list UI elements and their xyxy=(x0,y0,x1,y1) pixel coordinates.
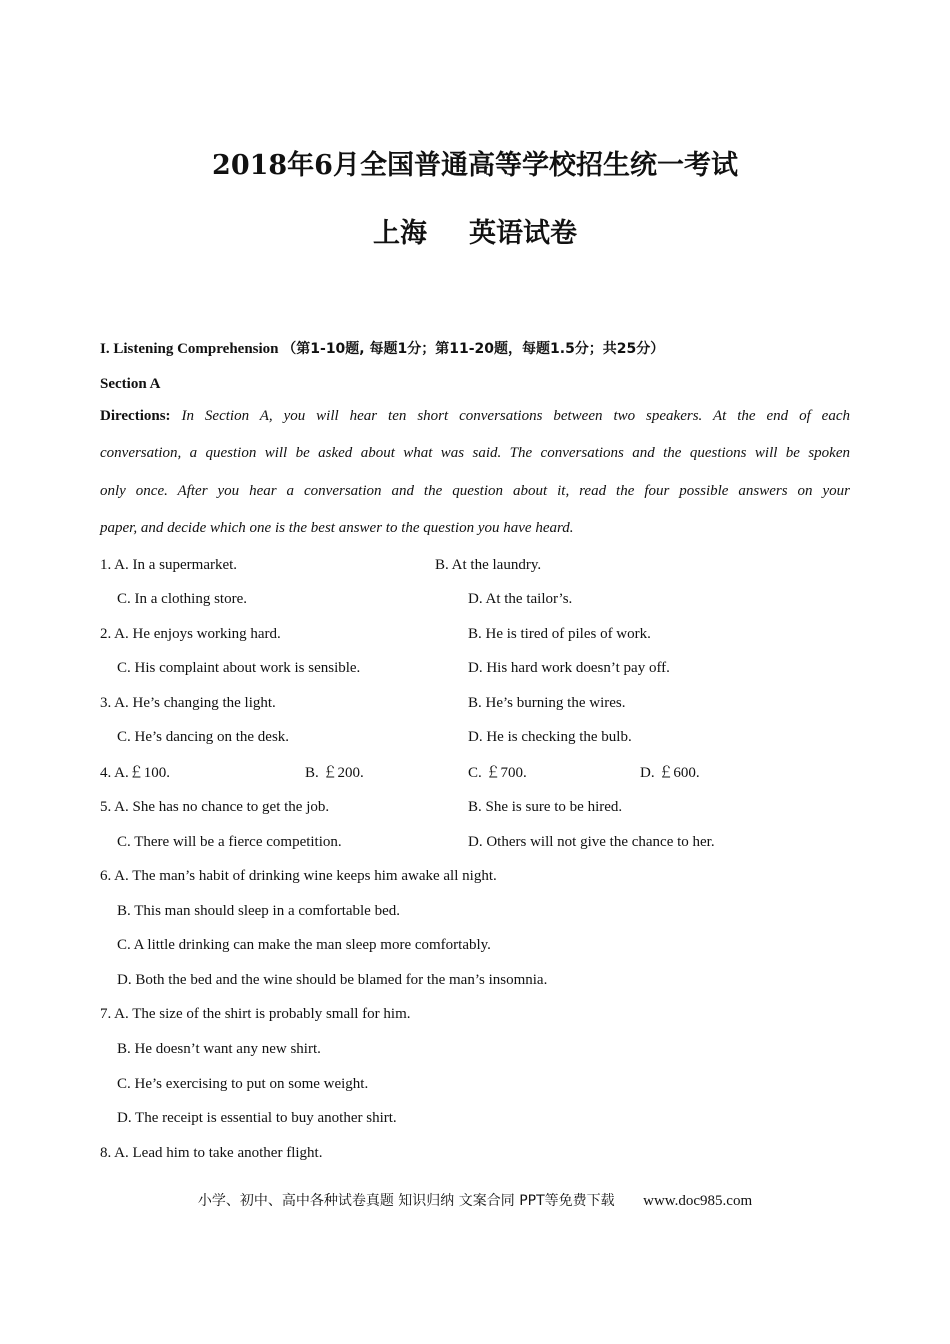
q7-option-c: C. He’s exercising to put on some weight. xyxy=(117,1076,369,1092)
part1-heading: I. Listening Comprehension xyxy=(100,341,279,357)
q3-option-d: D. He is checking the bulb. xyxy=(468,729,632,745)
q4-option-c: C. ￡700. xyxy=(468,765,527,781)
q4-option-d: D. ￡600. xyxy=(640,765,700,781)
q8-option-a: 8. A. Lead him to take another flight. xyxy=(100,1145,323,1161)
exam-subtitle xyxy=(0,211,950,250)
q5-option-c: C. There will be a fierce competition. xyxy=(117,834,342,850)
q3-option-b: B. He’s burning the wires. xyxy=(468,695,626,711)
q5-option-d: D. Others will not give the chance to her. xyxy=(468,834,715,850)
q3-option-a: 3. A. He’s changing the light. xyxy=(100,695,276,711)
q2-option-c: C. His complaint about work is sensible. xyxy=(117,660,361,676)
directions-line-4 xyxy=(100,520,850,537)
q1-option-a: 1. A. In a supermarket. xyxy=(100,557,238,573)
q5-option-b: B. She is sure to be hired. xyxy=(468,799,623,815)
subtitle-paper: 英语试卷 xyxy=(469,218,577,249)
footer-url: www.doc985.com xyxy=(643,1193,753,1209)
q7-option-b: B. He doesn’t want any new shirt. xyxy=(117,1041,321,1057)
q1-option-d: D. At the tailor’s. xyxy=(468,591,573,607)
q1-option-b: B. At the laundry. xyxy=(435,557,542,573)
q1-option-c: C. In a clothing store. xyxy=(117,591,247,607)
section-a-label: Section A xyxy=(100,376,161,392)
q6-option-b: B. This man should sleep in a comfortable bed. xyxy=(117,903,401,919)
directions-line-3 xyxy=(100,483,850,500)
directions-text-4: paper, and decide which one is the best answer to the question you have heard. xyxy=(100,520,574,536)
q4-option-b: B. ￡200. xyxy=(305,765,364,781)
q2-option-b: B. He is tired of piles of work. xyxy=(468,626,651,642)
directions-line-1 xyxy=(100,408,850,425)
q6-option-c: C. A little drinking can make the man sleep more comfortably. xyxy=(117,937,491,953)
directions-label: Directions: xyxy=(100,408,171,424)
q6-option-d: D. Both the bed and the wine should be blamed for the man’s insomnia. xyxy=(117,972,548,988)
q2-option-d: D. His hard work doesn’t pay off. xyxy=(468,660,670,676)
directions-text-1: In Section A, you will hear ten short conversations between two speakers. At the end of each xyxy=(181,408,850,424)
footer-text: 小学、初中、高中各种试卷真题 知识归纳 文案合同 PPT等免费下载 xyxy=(197,1193,615,1209)
q6-option-a: 6. A. The man’s habit of drinking wine keeps him awake all night. xyxy=(100,868,497,884)
q2-option-a: 2. A. He enjoys working hard. xyxy=(100,626,281,642)
q5-option-a: 5. A. She has no chance to get the job. xyxy=(100,799,330,815)
part1-heading-line xyxy=(100,339,664,359)
q7-option-d: D. The receipt is essential to buy another shirt. xyxy=(117,1110,397,1126)
subtitle-region: 上海 xyxy=(373,218,427,249)
q3-option-c: C. He’s dancing on the desk. xyxy=(117,729,290,745)
part1-scoring: （第1-10题, 每题1分；第11-20题，每题1.5分；共25分） xyxy=(282,341,665,357)
directions-text-2: conversation, a question will be asked about what was said. The conversations and the questions will be spoken xyxy=(100,445,850,461)
exam-title: 2018年6月全国普通高等学校招生统一考试 xyxy=(212,150,738,181)
page-footer xyxy=(0,1190,950,1210)
q7-option-a: 7. A. The size of the shirt is probably small for him. xyxy=(100,1006,411,1022)
directions-text-3: only once. After you hear a conversation and the question about it, read the four possible answers on your xyxy=(100,483,850,499)
directions-line-2 xyxy=(100,445,850,462)
q4-option-a: 4. A.￡100. xyxy=(100,765,171,781)
